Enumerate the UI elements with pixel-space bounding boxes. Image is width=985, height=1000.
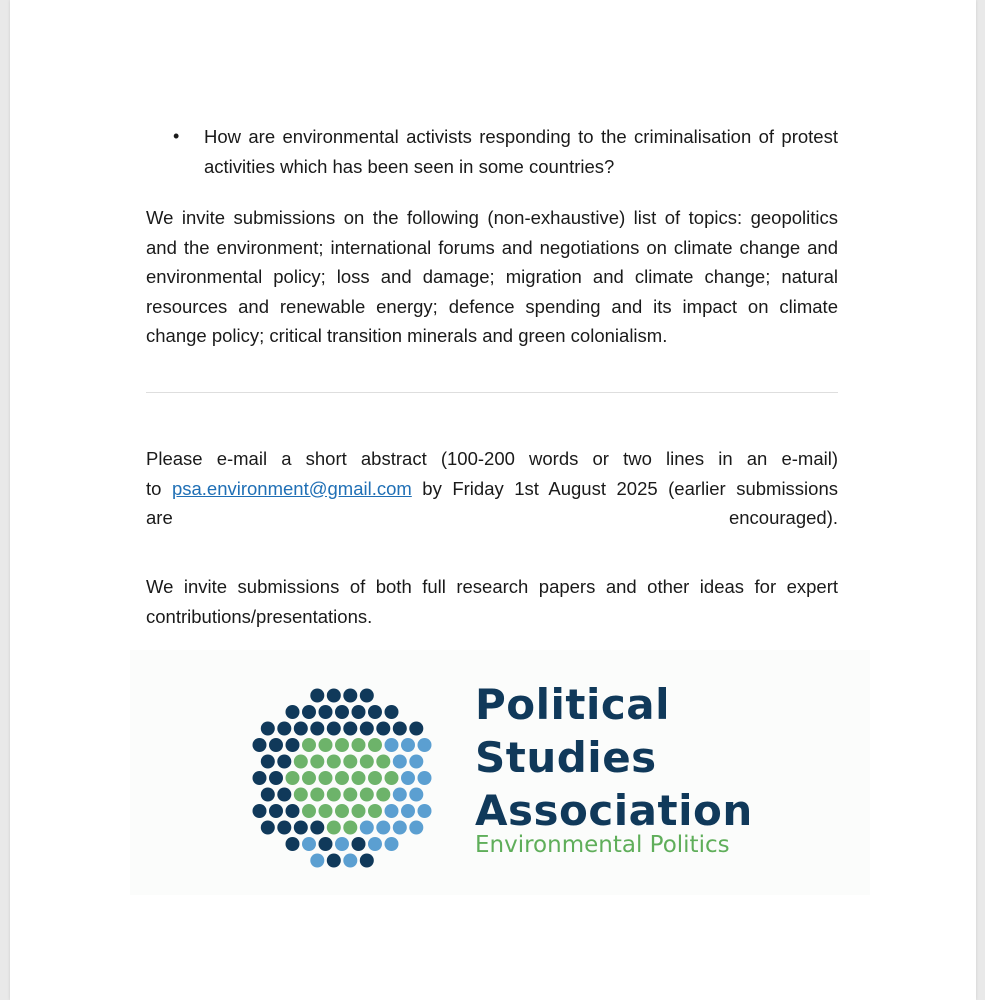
logo-dot <box>261 755 275 769</box>
email-encouraged-text: encouraged). <box>728 507 838 528</box>
logo-dot <box>385 804 399 818</box>
email-are-text: are <box>146 507 173 528</box>
email-line-3 <box>146 503 838 533</box>
logo-dot <box>385 771 399 785</box>
logo-dot <box>277 755 291 769</box>
logo-text <box>475 678 753 859</box>
logo-dot <box>360 821 374 835</box>
bullet-text: How are environmental activists responding to the criminalisation of protest activities which has been seen in some countries? <box>204 126 838 177</box>
section-divider <box>146 392 838 393</box>
logo-dot <box>352 705 366 719</box>
logo-dot <box>286 771 300 785</box>
logo-dot <box>294 755 308 769</box>
logo-dot <box>409 788 423 802</box>
logo-dot <box>368 771 382 785</box>
logo-dot <box>327 755 341 769</box>
logo-dot <box>319 738 333 752</box>
email-line-2 <box>146 474 838 504</box>
logo-dot <box>368 705 382 719</box>
logo-dot <box>343 788 357 802</box>
logo-dot <box>286 738 300 752</box>
email-paragraph <box>146 444 838 533</box>
logo-line-association: Association <box>475 786 753 835</box>
logo-dot <box>294 788 308 802</box>
logo-dot <box>335 837 349 851</box>
logo-dot <box>327 689 341 703</box>
logo-dot <box>269 804 283 818</box>
logo-dot <box>352 771 366 785</box>
logo-dot <box>294 722 308 736</box>
logo-dot <box>343 854 357 868</box>
logo-dot <box>393 755 407 769</box>
logo-dot <box>319 771 333 785</box>
logo-dot <box>286 705 300 719</box>
logo-dot <box>277 788 291 802</box>
psa-logo <box>130 650 870 895</box>
logo-dot <box>360 788 374 802</box>
logo-dot <box>418 771 432 785</box>
logo-dot <box>343 821 357 835</box>
logo-dot <box>418 804 432 818</box>
logo-dot <box>360 722 374 736</box>
logo-dot <box>310 689 324 703</box>
logo-dot <box>327 788 341 802</box>
document-page <box>10 0 976 1000</box>
logo-dot <box>376 755 390 769</box>
logo-dot <box>310 854 324 868</box>
email-deadline-text: by Friday 1st August 2025 (earlier submissions <box>422 477 838 499</box>
logo-dot <box>409 821 423 835</box>
logo-dot <box>261 821 275 835</box>
logo-dot <box>352 837 366 851</box>
logo-dot <box>401 771 415 785</box>
logo-subtitle: Environmental Politics <box>475 832 730 858</box>
logo-dot <box>253 804 267 818</box>
logo-dot <box>269 738 283 752</box>
logo-dot <box>302 705 316 719</box>
logo-dot <box>368 837 382 851</box>
logo-dot <box>368 804 382 818</box>
logo-dot <box>393 788 407 802</box>
logo-dot <box>352 804 366 818</box>
logo-dot <box>376 788 390 802</box>
logo-dot <box>277 821 291 835</box>
logo-dot <box>335 705 349 719</box>
logo-dot <box>385 837 399 851</box>
logo-dot <box>343 755 357 769</box>
logo-dot <box>352 738 366 752</box>
logo-dot <box>286 804 300 818</box>
logo-dot <box>327 722 341 736</box>
logo-dot <box>310 788 324 802</box>
logo-dot <box>376 821 390 835</box>
logo-dot <box>343 722 357 736</box>
logo-dot <box>401 738 415 752</box>
logo-dot <box>335 804 349 818</box>
logo-dot <box>385 705 399 719</box>
logo-dot <box>302 804 316 818</box>
logo-dot <box>302 771 316 785</box>
topics-paragraph: We invite submissions on the following (non-exhaustive) list of topics: geopolitics and the environment; international forums and negotiations on climate change and environmental policy; loss and damage; migration and climate change; natural resources and renewable energy; defence spending and its impact on climate change policy; critical transition minerals and green colonialism. <box>146 207 838 346</box>
logo-dot <box>319 804 333 818</box>
logo-dot <box>393 821 407 835</box>
logo-dot <box>360 854 374 868</box>
logo-dot <box>261 722 275 736</box>
logo-dot <box>393 722 407 736</box>
list-item <box>146 122 838 181</box>
dot-globe-icon <box>242 678 442 878</box>
logo-dot <box>360 755 374 769</box>
logo-dot <box>418 738 432 752</box>
logo-dot <box>302 837 316 851</box>
email-line-1: Please e-mail a short abstract (100-200 words or two lines in an e-mail) <box>146 448 838 469</box>
logo-dot <box>302 738 316 752</box>
logo-dot <box>335 738 349 752</box>
logo-dot <box>409 755 423 769</box>
logo-dot <box>294 821 308 835</box>
logo-dot <box>286 837 300 851</box>
question-list <box>146 122 838 181</box>
logo-dot <box>385 738 399 752</box>
logo-dot <box>335 771 349 785</box>
logo-dot <box>261 788 275 802</box>
logo-line-studies: Studies <box>475 733 657 782</box>
logo-dot <box>277 722 291 736</box>
submissions-paragraph: We invite submissions of both full research papers and other ideas for expert contributions/presentations. <box>146 576 838 627</box>
email-link[interactable]: psa.environment@gmail.com <box>171 477 412 499</box>
logo-dot <box>253 771 267 785</box>
logo-dot <box>319 705 333 719</box>
logo-dot <box>327 821 341 835</box>
logo-dot <box>343 689 357 703</box>
logo-dot <box>327 854 341 868</box>
logo-dot <box>310 755 324 769</box>
logo-dot <box>409 722 423 736</box>
bullet-icon: • <box>173 126 180 146</box>
logo-dot <box>253 738 267 752</box>
logo-dot <box>376 722 390 736</box>
logo-dot <box>310 821 324 835</box>
email-to-text: to <box>146 477 162 499</box>
logo-dot <box>319 837 333 851</box>
logo-dot <box>401 804 415 818</box>
logo-dot <box>368 738 382 752</box>
logo-dot <box>269 771 283 785</box>
logo-dot <box>360 689 374 703</box>
logo-line-political: Political <box>475 680 671 729</box>
logo-dot <box>310 722 324 736</box>
